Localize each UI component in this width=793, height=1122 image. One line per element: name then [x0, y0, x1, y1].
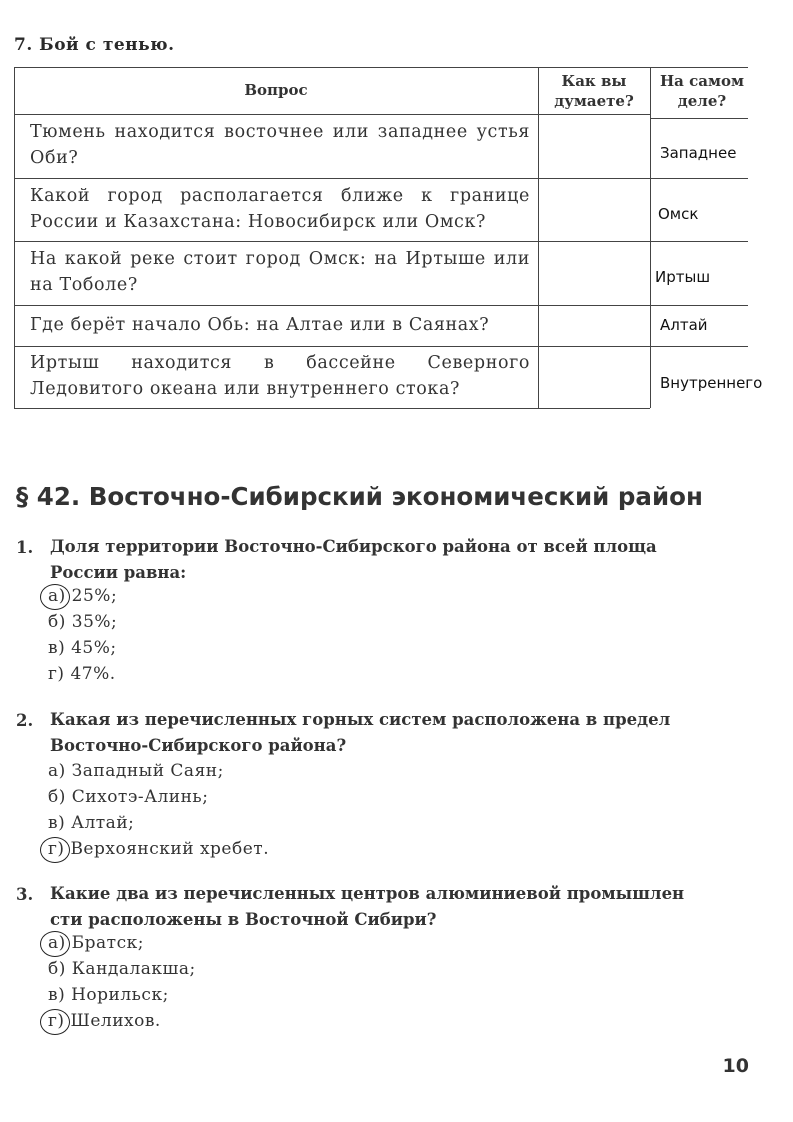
answer-option[interactable]: г) Верхоянский хребет.: [48, 839, 270, 859]
answer-field[interactable]: Алтай: [660, 316, 708, 334]
table-row-question: Где берёт начало Обь: на Алтае или в Саянах?: [30, 315, 490, 335]
question-number: 3.: [16, 885, 34, 904]
table-row-question: Тюмень находится восточнее или западнее устья Оби?: [30, 122, 530, 168]
table-divider: [14, 241, 748, 242]
question-number: 1.: [16, 538, 34, 557]
answer-field[interactable]: Омск: [658, 205, 699, 223]
table-border-bottom: [14, 408, 650, 409]
table-row-question: Какой город располагается ближе к границе России и Казахстана: Новосибирск или Омск?: [30, 186, 530, 232]
page-number: 10: [722, 1055, 749, 1077]
table-border-left: [14, 67, 15, 408]
answer-option[interactable]: а) 25%;: [48, 586, 118, 606]
question-text: Восточно-Сибирского района?: [50, 736, 347, 755]
answer-option[interactable]: б) Кандалакша;: [48, 959, 196, 979]
header-what-do-you-think: Как вы думаете?: [554, 72, 634, 110]
answer-field[interactable]: Внутреннего: [660, 374, 763, 392]
table-column-divider: [538, 67, 539, 408]
table-border-top: [14, 67, 748, 68]
question-text: Доля территории Восточно-Сибирского района от всей площа: [50, 537, 657, 556]
question-text: Какие два из перечисленных центров алюминиевой промышлен: [50, 884, 685, 903]
selected-answer-circle: [40, 931, 70, 957]
answer-option[interactable]: в) Норильск;: [48, 985, 169, 1005]
selected-answer-circle: [40, 837, 70, 863]
table-divider: [14, 305, 748, 306]
section-heading: § 42. Восточно-Сибирский экономический район: [16, 482, 703, 511]
table-divider: [14, 178, 748, 179]
question-number: 2.: [16, 711, 34, 730]
table-divider: [650, 118, 748, 119]
selected-answer-circle: [40, 584, 70, 610]
table-row-question: Иртыш находится в бассейне Северного Ледовитого океана или внутреннего стока?: [30, 353, 530, 399]
question-text: Какая из перечисленных горных систем расположена в предел: [50, 710, 671, 729]
answer-option[interactable]: в) Алтай;: [48, 813, 135, 833]
table-divider: [14, 114, 650, 115]
answer-option[interactable]: б) Сихотэ-Алинь;: [48, 787, 209, 807]
answer-option[interactable]: а) Братск;: [48, 933, 144, 953]
answer-field[interactable]: Западнее: [660, 144, 737, 162]
answer-option[interactable]: г) Шелихов.: [48, 1011, 161, 1031]
answer-option[interactable]: в) 45%;: [48, 638, 117, 658]
table-column-divider: [650, 67, 651, 408]
question-text: России равна:: [50, 563, 187, 582]
question-text: сти расположены в Восточной Сибири?: [50, 910, 437, 929]
answer-field[interactable]: Иртыш: [655, 268, 711, 286]
header-actually: На самом деле?: [659, 72, 745, 110]
header-question: Вопрос: [244, 81, 308, 99]
table-row-question: На какой реке стоит город Омск: на Иртыше или на Тоболе?: [30, 249, 530, 295]
answer-option[interactable]: б) 35%;: [48, 612, 118, 632]
answer-option[interactable]: г) 47%.: [48, 664, 116, 684]
answer-option[interactable]: а) Западный Саян;: [48, 761, 224, 781]
selected-answer-circle: [40, 1009, 70, 1035]
table-divider: [14, 346, 748, 347]
task-7-title: 7. Бой с тенью.: [14, 35, 175, 55]
